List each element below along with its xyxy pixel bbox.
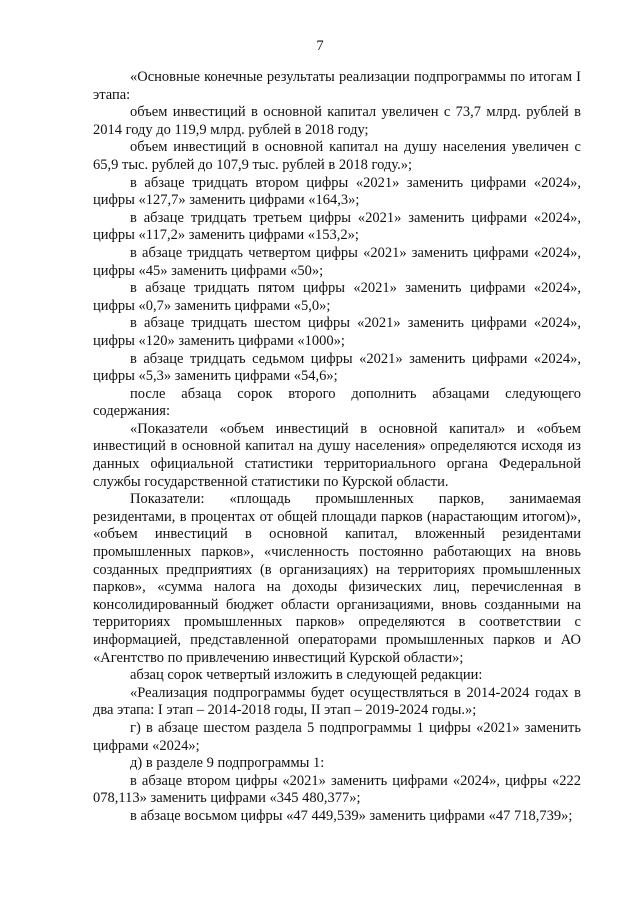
paragraph-amend-32: в абзаце тридцать втором цифры «2021» заменить цифрами «2024», цифры «127,7» заменить цифрами «164,3»; (93, 174, 581, 209)
paragraph-item-d: д) в разделе 9 подпрограммы 1: (130, 755, 325, 772)
paragraph-after-42: после абзаца сорок второго дополнить абзацами следующего содержания: (93, 385, 581, 420)
paragraph-item-g: г) в абзаце шестом раздела 5 подпрограммы 1 цифры «2021» заменить цифрами «2024»; (93, 719, 581, 754)
paragraph-indicators-parks: Показатели: «площадь промышленных парков, занимаемая резидентами, в процентах от общей площади парков (нарастающим итогом)», «объем инвестиций в основной капитал, вложенный резидентами промышленных парков», «численность постоянно работающих на вновь созданных предприятиях (в организациях) на территориях промышленных парков», «сумма налога на доходы физических лиц, перечисленная в консолидированный бюджет области организациями, вновь созданными на территориях промышленных парков» определяются в соответствии с информацией, представленной операторами промышленных парков и АО «Агентство по привлечению инвестиций Курской области»; (93, 491, 581, 666)
page-number: 7 (316, 38, 324, 54)
paragraph-amend-35: в абзаце тридцать пятом цифры «2021» заменить цифрами «2024», цифры «0,7» заменить цифрами «5,0»; (93, 280, 581, 314)
paragraph-amend-36: в абзаце тридцать шестом цифры «2021» заменить цифрами «2024», цифры «120» заменить цифрами «1000»; (93, 315, 581, 349)
document-body (93, 69, 581, 826)
paragraph-implementation-stages: «Реализация подпрограммы будет осуществляться в 2014-2024 годах в два этапа: I этап – 2014-2018 годы, II этап – 2019-2024 годы.»; (93, 684, 581, 719)
paragraph-indicators-statistics: «Показатели «объем инвестиций в основной капитал» и «объем инвестиций в основной капитал на душу населения» определяются исходя из данных официальной статистики территориального органа Федеральной службы государственной статистики по Курской области. (93, 420, 581, 490)
paragraph-amend-eighth: в абзаце восьмом цифры «47 449,539» заменить цифрами «47 718,739»; (130, 807, 573, 824)
paragraph-amend-34: в абзаце тридцать четвертом цифры «2021» заменить цифрами «2024», цифры «45» заменить цифрами «50»; (93, 244, 581, 279)
paragraph-amend-second: в абзаце втором цифры «2021» заменить цифрами «2024», цифры «222 078,113» заменить цифрами «345 480,377»; (93, 772, 581, 807)
paragraph-amend-37: в абзаце тридцать седьмом цифры «2021» заменить цифрами «2024», цифры «5,3» заменить цифрами «54,6»; (93, 350, 581, 385)
paragraph-investment-per-capita: объем инвестиций в основной капитал на душу населения увеличен с 65,9 тыс. рублей до 107,9 тыс. рублей в 2018 году.»; (93, 139, 581, 173)
paragraph-stage-results-heading: «Основные конечные результаты реализации подпрограммы по итогам I этапа: (93, 69, 581, 103)
paragraph-amend-33: в абзаце тридцать третьем цифры «2021» заменить цифрами «2024», цифры «117,2» заменить цифрами «153,2»; (93, 209, 581, 244)
paragraph-investment-total: объем инвестиций в основной капитал увеличен с 73,7 млрд. рублей в 2014 году до 119,9 млрд. рублей в 2018 году; (93, 104, 581, 138)
paragraph-abzac-44: абзац сорок четвертый изложить в следующей редакции: (130, 667, 483, 684)
